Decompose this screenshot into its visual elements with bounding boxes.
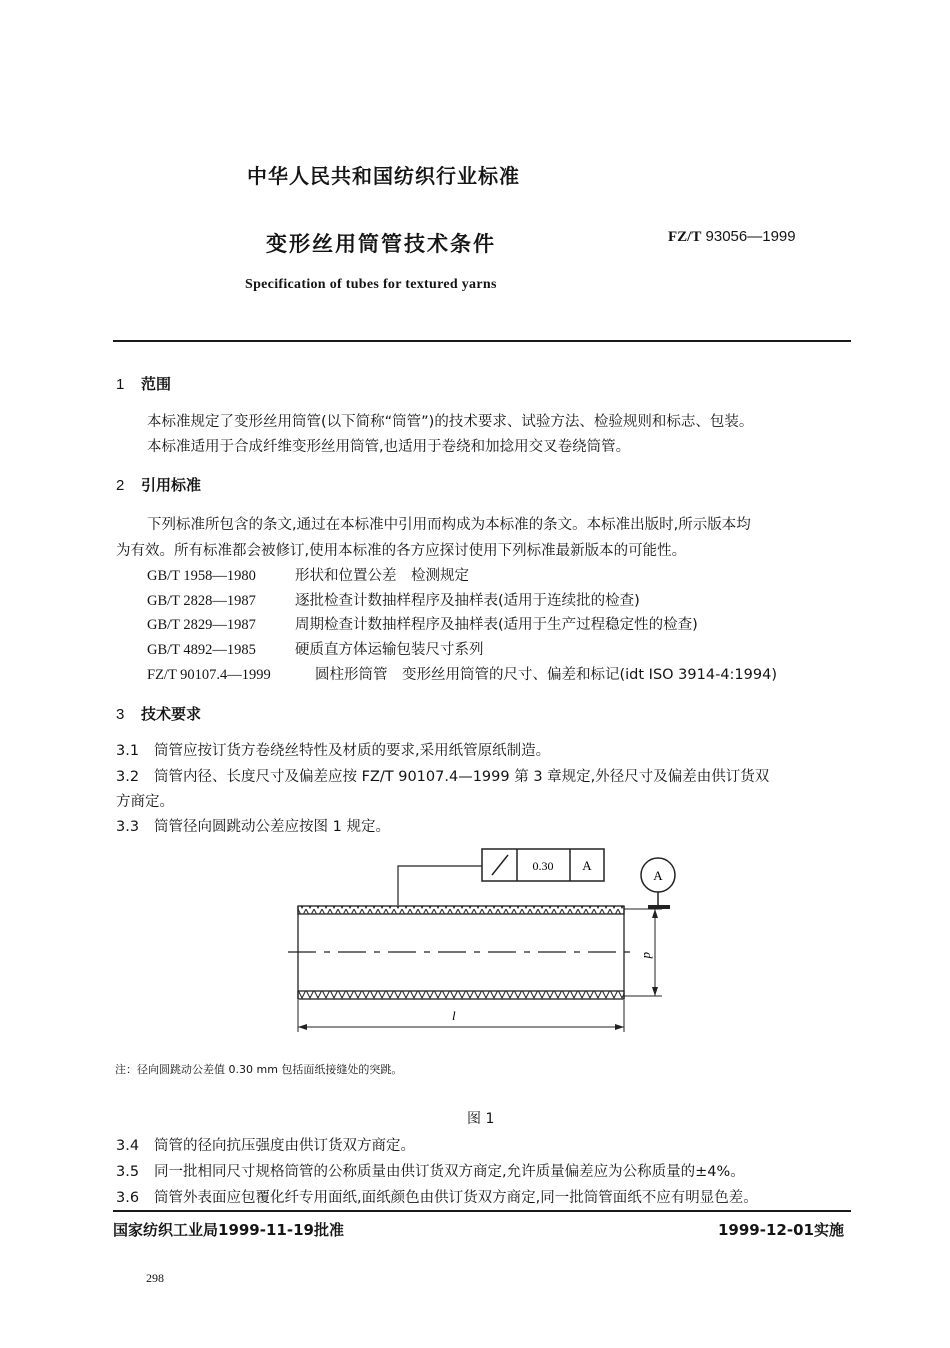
- standard-number-prefix: FZ/T: [668, 229, 702, 245]
- length-dimension: [298, 1000, 624, 1032]
- reference-title: 逐批检查计数抽样程序及抽样表(适用于连续批的检查): [295, 593, 640, 609]
- reference-title: 形状和位置公差 检测规定: [295, 568, 469, 584]
- length-label: l: [452, 1008, 456, 1023]
- datum-indicator: [641, 858, 675, 909]
- clause-text: 筒管内径、长度尺寸及偏差应按 FZ/T 90107.4—1999 第 3 章规定,外径尺寸及偏差由供订货双: [154, 769, 770, 785]
- approval-date: 国家纺织工业局1999-11-19批准: [113, 1221, 344, 1239]
- section-2-paragraph-line-2: 为有效。所有标准都会被修订,使用本标准的各方应探讨使用下列标准最新版本的可能性。: [116, 543, 687, 559]
- reference-code: FZ/T 90107.4—1999: [147, 667, 271, 683]
- clause-3-4: [116, 1134, 415, 1155]
- clause-number: 3.6: [116, 1190, 140, 1206]
- tolerance-value: 0.30: [532, 859, 554, 873]
- clause-text: 筒管应按订货方卷绕丝特性及材质的要求,采用纸管原纸制造。: [154, 743, 551, 759]
- clause-3-2-continued: 方商定。: [116, 794, 174, 810]
- reference-code: GB/T 1958—1980: [147, 568, 256, 584]
- section-number: 1: [116, 376, 125, 393]
- english-title: Specification of tubes for textured yarns: [245, 277, 497, 292]
- reference-code: GB/T 2829—1987: [147, 617, 256, 633]
- clause-number: 3.2: [116, 769, 140, 785]
- standard-number-value: 93056—1999: [705, 228, 796, 245]
- reference-title: 圆柱形筒管 变形丝用筒管的尺寸、偏差和标记(idt ISO 3914-4:1994): [315, 667, 777, 683]
- section-2-paragraph-line-1: 下列标准所包含的条文,通过在本标准中引用而构成为本标准的条文。本标准出版时,所示版本均: [147, 517, 751, 533]
- section-title: 范围: [141, 375, 172, 393]
- clause-number: 3.3: [116, 819, 140, 835]
- footer-divider: [113, 1210, 851, 1212]
- runout-symbol-icon: [492, 855, 508, 875]
- clause-text: 同一批相同尺寸规格筒管的公称质量由供订货双方商定,允许质量偏差应为公称质量的±4%。: [154, 1164, 745, 1180]
- section-1-paragraph-2: 本标准适用于合成纤维变形丝用筒管,也适用于卷绕和加捻用交叉卷绕筒管。: [147, 439, 631, 455]
- section-title: 技术要求: [141, 705, 202, 723]
- clause-number: 3.4: [116, 1138, 140, 1154]
- standard-title: 变形丝用筒管技术条件: [266, 232, 496, 256]
- reference-title: 硬质直方体运输包装尺寸系列: [295, 642, 484, 658]
- page-number: 298: [146, 1271, 164, 1285]
- clause-3-6: [116, 1186, 758, 1207]
- section-number: 2: [116, 477, 125, 494]
- clause-number: 3.1: [116, 743, 140, 759]
- clause-text: 筒管外表面应包覆化纤专用面纸,面纸颜色由供订货双方商定,同一批筒管面纸不应有明显色差。: [154, 1190, 758, 1206]
- standard-category-heading: 中华人民共和国纺织行业标准: [247, 164, 520, 188]
- clause-text: 筒管径向圆跳动公差应按图 1 规定。: [154, 819, 390, 835]
- figure-caption: 图 1: [467, 1111, 495, 1127]
- clause-text: 筒管的径向抗压强度由供订货双方商定。: [154, 1138, 415, 1154]
- feature-control-frame: [482, 849, 604, 881]
- reference-title: 周期检查计数抽样程序及抽样表(适用于生产过程稳定性的检查): [295, 617, 698, 633]
- effective-date: 1999-12-01实施: [718, 1221, 844, 1239]
- reference-code: GB/T 4892—1985: [147, 642, 256, 658]
- reference-code: GB/T 2828—1987: [147, 593, 256, 609]
- section-number: 3: [116, 706, 125, 723]
- section-1-paragraph-1: 本标准规定了变形丝用筒管(以下简称“筒管”)的技术要求、试验方法、检验规则和标志、包装。: [147, 414, 754, 430]
- clause-3-5: [116, 1160, 745, 1181]
- leader-line: [398, 866, 482, 905]
- diameter-label: d: [641, 952, 656, 959]
- tube-body: [288, 906, 636, 999]
- figure-note: 注：径向圆跳动公差值 0.30 mm 包括面纸接缝处的突跳。: [115, 1063, 403, 1076]
- clause-number: 3.5: [116, 1164, 140, 1180]
- datum-circle-label: A: [653, 868, 663, 883]
- section-title: 引用标准: [141, 476, 202, 494]
- datum-reference: A: [582, 858, 592, 873]
